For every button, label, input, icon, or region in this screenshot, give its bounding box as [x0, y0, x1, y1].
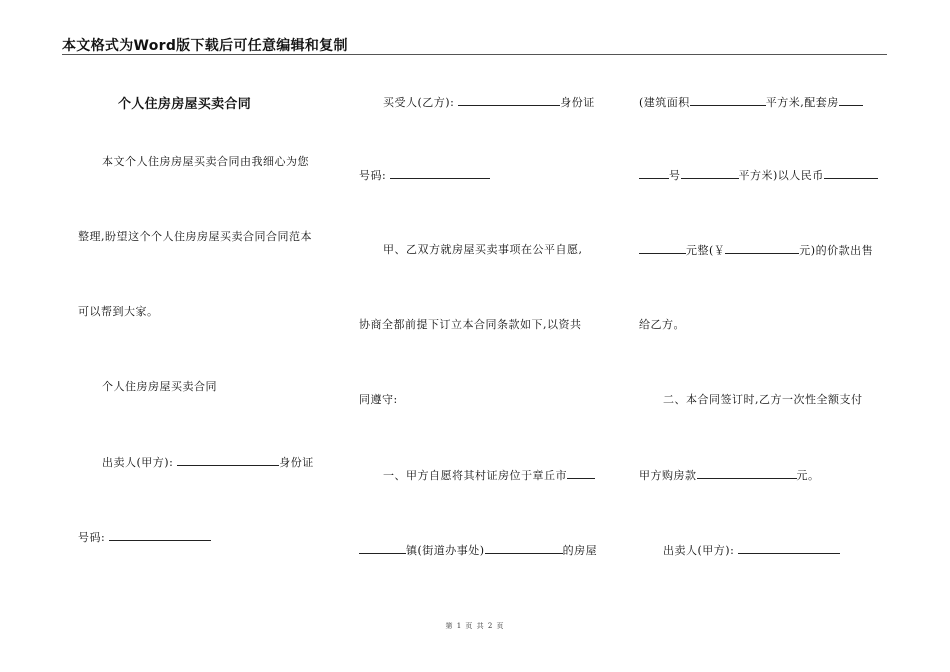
preamble-line-3: 同遵守:: [359, 393, 398, 406]
annex-line: [639, 168, 878, 182]
buyer-id-blank: [390, 168, 490, 179]
signature-seller-label: 出卖人(甲方):: [663, 544, 735, 557]
contract-title: 个人住房房屋买卖合同: [118, 97, 252, 112]
clause-2-line-1: 二、本合同签订时,乙方一次性全额支付: [663, 393, 863, 406]
annex-no-blank: [639, 168, 669, 179]
buyer-line: [383, 95, 595, 109]
intro-line-1: 本文个人住房房屋买卖合同由我细心为您: [102, 155, 309, 168]
price-figure-blank: [725, 243, 799, 254]
seller-name-blank: [177, 455, 279, 466]
annex-area-unit: 平方米)以人民币: [738, 169, 824, 182]
clause-1-line-2: [359, 543, 597, 557]
city-blank: [567, 468, 595, 479]
clause-2-line-2: [639, 468, 820, 482]
price-line: [639, 243, 873, 257]
seller-id-no-label: 号码:: [78, 531, 106, 544]
annex-blank: [839, 95, 863, 106]
buyer-id-label: 身份证: [560, 96, 595, 109]
page-number: 第 1 页 共 2 页: [445, 622, 505, 630]
preamble-line-2: 协商全都前提下订立本合同条款如下,以资共: [359, 318, 582, 331]
buyer-name-blank: [458, 95, 560, 106]
payment-label: 甲方购房款: [639, 469, 697, 482]
intro-line-3: 可以帮到大家。: [78, 305, 159, 318]
buyer-label: 买受人(乙方):: [383, 96, 455, 109]
seller-id-blank: [109, 530, 211, 541]
clause-1-text: 一、甲方自愿将其村证房位于章丘市: [383, 469, 567, 482]
area-blank: [690, 95, 766, 106]
payment-blank: [697, 468, 797, 479]
payment-unit: 元。: [796, 469, 820, 482]
seller-label: 出卖人(甲方):: [102, 456, 174, 469]
town-blank: [359, 543, 406, 554]
town-label: 镇(街道办事处): [406, 544, 485, 557]
area-line: [639, 95, 863, 109]
document-banner: 本文格式为Word版下载后可任意编辑和复制: [62, 38, 348, 54]
preamble-line-1: 甲、乙双方就房屋买卖事项在公平自愿,: [383, 243, 583, 256]
price-blank: [639, 243, 686, 254]
contract-subtitle: 个人住房房屋买卖合同: [102, 380, 217, 393]
intro-line-2: 整理,盼望这个个人住房房屋买卖合同合同范本: [78, 230, 312, 243]
price-label: 元整(￥: [686, 244, 726, 257]
seller-line: [102, 455, 314, 469]
annex-no-label: 号: [669, 169, 681, 182]
signature-seller-blank: [738, 543, 840, 554]
seller-id-label: 身份证: [279, 456, 314, 469]
header-divider: [62, 54, 887, 55]
annex-area-blank: [681, 168, 739, 179]
area-unit: 平方米,配套房: [765, 96, 839, 109]
price-line-end: 给乙方。: [639, 318, 685, 331]
area-label: (建筑面积: [639, 96, 690, 109]
seller-id-line: [78, 530, 211, 544]
house-label: 的房屋: [562, 544, 598, 557]
price-suffix: 元)的价款出售: [799, 244, 874, 257]
signature-seller-line: [663, 543, 840, 557]
address-blank: [485, 543, 563, 554]
buyer-id-line: [359, 168, 490, 182]
clause-1-line-1: [383, 468, 595, 482]
price-words-blank: [824, 168, 878, 179]
buyer-id-no-label: 号码:: [359, 169, 387, 182]
